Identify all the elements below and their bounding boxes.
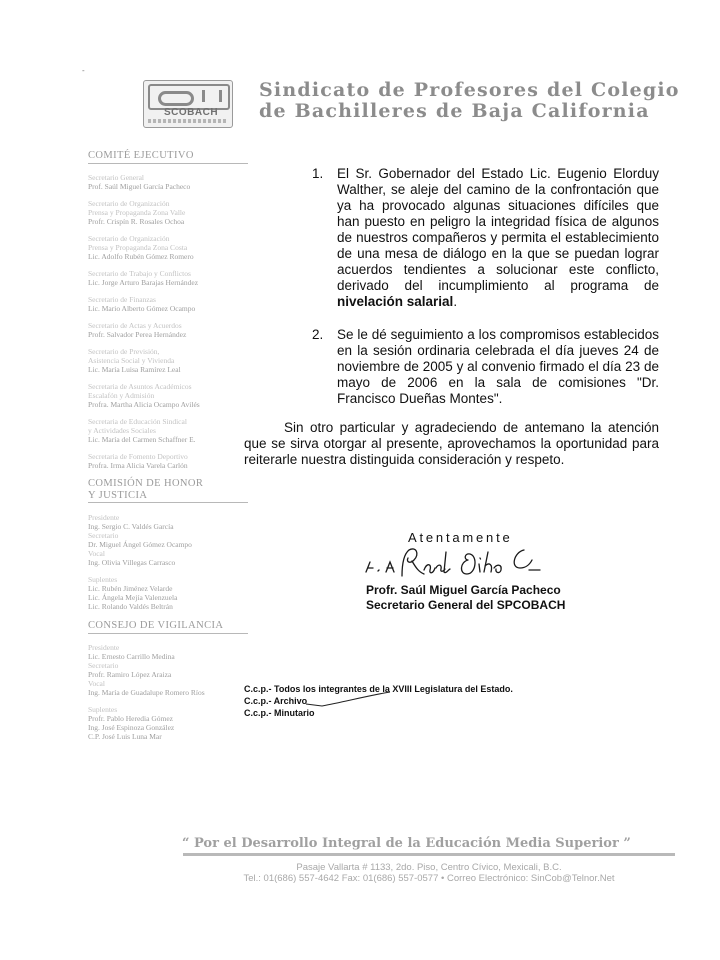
honor-heading-line1: COMISIÓN DE HONOR [88, 478, 204, 489]
entry-role: Secretario de Trabajo y Conflictos [88, 269, 191, 278]
entry-role: Vocal [88, 679, 105, 688]
footer-divider [183, 853, 675, 856]
entry-role: Secretario de Previsión, [88, 347, 160, 356]
entry-role: Presidente [88, 513, 120, 522]
footer-contact: Tel.: 01(686) 557-4642 Fax: 01(686) 557-0577 • Correo Electrónico: SinCob@Telnor.Net [243, 873, 615, 884]
closing-text: Sin otro particular y agradeciendo de antemano la atención que se sirva otorgar al presente, aprovechamos la oportunidad para reiterarle nuestra distinguida consideración y respeto. [244, 420, 659, 467]
entry-role: Secretaria de Educación Sindical [88, 417, 187, 426]
letterhead-title-line1: Sindicato de Profesores del Colegio [259, 79, 680, 101]
entry-name: Profr. Ramiro López Araiza [88, 670, 172, 679]
entry-name: Lic. Rubén Jiménez Velarde [88, 584, 173, 593]
sidebar-entry [88, 234, 248, 261]
footer-address: Pasaje Vallarta # 1133, 2do. Piso, Centro Cívico, Mexicali, B.C. [296, 862, 562, 873]
entry-role: Suplentes [88, 705, 118, 714]
entry-name: Profra. Martha Alicia Ocampo Avilés [88, 400, 200, 409]
entry-name: Profr. Pablo Heredia Gómez [88, 714, 173, 723]
sidebar-entry [88, 382, 248, 409]
list-item-bold-text: nivelación salarial [337, 294, 454, 309]
sidebar-entry [88, 347, 248, 374]
honor-heading-line2: Y JUSTICIA [88, 490, 248, 503]
sidebar-entry [88, 199, 248, 226]
honor-heading [88, 478, 248, 504]
signatory-title: Secretario General del SPCOBACH [366, 598, 566, 612]
sidebar-entry [88, 643, 248, 741]
entry-role: Secretario de Actas y Acuerdos [88, 321, 182, 330]
sidebar-entry [88, 452, 248, 470]
entry-role-2: Escalafón y Admisión [88, 391, 155, 400]
entry-role-2: Prensa y Propaganda Zona Costa [88, 243, 188, 252]
sidebar-entry [88, 295, 248, 313]
entry-role: Presidente [88, 643, 120, 652]
list-item [312, 327, 659, 407]
ccp-line: C.c.p.- Minutario [244, 708, 315, 718]
entry-name: Lic. Jorge Arturo Barajas Hernández [88, 278, 199, 287]
ccp-line: C.c.p.- Archivo [244, 696, 308, 706]
entry-name: Ing. María de Guadalupe Romero Ríos [88, 688, 205, 697]
entry-name: Dr. Miguel Ángel Gómez Ocampo [88, 540, 192, 549]
entry-role: Secretaria de Fomento Deportivo [88, 452, 188, 461]
vigilancia-heading: CONSEJO DE VIGILANCIA [88, 620, 248, 634]
entry-name: Profra. Irma Alicia Varela Carlón [88, 461, 188, 470]
request-list [312, 166, 659, 424]
ccp-line: C.c.p.- Todos los integrantes de la XVIII Legislatura del Estado. [244, 684, 513, 694]
list-item [312, 166, 659, 310]
letterhead-title-line2: de Bachilleres de Baja California [259, 100, 650, 122]
comite-heading: COMITÉ EJECUTIVO [88, 150, 248, 164]
entry-role: Secretario [88, 661, 119, 670]
signatory-block [366, 583, 565, 613]
corner-mark: - [82, 66, 85, 75]
entry-role: Secretario General [88, 173, 145, 182]
entry-name: Lic. María del Carmen Schaffner E. [88, 435, 196, 444]
sidebar-entry [88, 513, 248, 611]
list-item-end: . [453, 294, 458, 309]
entry-name: Lic. Mario Alberto Gómez Ocampo [88, 304, 196, 313]
entry-name: Lic. Adolfo Rubén Gómez Romero [88, 252, 194, 261]
entry-role: Secretario [88, 531, 119, 540]
scobach-logo [143, 80, 233, 128]
list-item-number: 1. [312, 166, 324, 181]
entry-name: Profr. Salvador Perea Hernández [88, 330, 187, 339]
list-item-text: El Sr. Gobernador del Estado Lic. Eugenio Elorduy Walther, se aleje del camino de la confrontación que ya ha provocado algunas situaciones difíciles que han puesto en peligro la integridad física de algunos de nuestros compañeros y permita el establecimiento de una mesa de diálogo en la que se puedan lograr acuerdos tendientes a solucionar este conflicto, derivado del incumplimiento al programa de [337, 166, 659, 293]
sidebar-entry [88, 173, 248, 191]
letterhead-title [259, 80, 680, 122]
sidebar-entry [88, 417, 248, 444]
entry-role: Secretario de Finanzas [88, 295, 156, 304]
atentamente-label: Atentamente [408, 530, 513, 545]
footer-motto: “ Por el Desarrollo Integral de la Educación Media Superior ” [182, 836, 631, 851]
handwritten-signature [364, 538, 564, 586]
sidebar-entry [88, 269, 248, 287]
entry-name: Lic. María Luisa Ramírez Leal [88, 365, 181, 374]
list-item-text: Se le dé seguimiento a los compromisos establecidos en la sesión ordinaria celebrada el día jueves 24 de noviembre de 2005 y al convenio firmado el día 23 de mayo de 2006 en la sala de comisiones "Dr. Francisco Dueñas Montes". [337, 327, 659, 406]
entry-name: Lic. Ernesto Carrillo Medina [88, 652, 175, 661]
entry-name: Ing. Olivia Villegas Carrasco [88, 558, 176, 567]
closing-paragraph [244, 420, 659, 468]
entry-role-2: y Actividades Sociales [88, 426, 156, 435]
logo-text: SCOBACH [164, 107, 219, 118]
footer-address-block [183, 862, 675, 884]
entry-name: Lic. Rolando Valdés Beltrán [88, 602, 173, 611]
entry-role-2: Prensa y Propaganda Zona Valle [88, 208, 186, 217]
list-item-number: 2. [312, 327, 324, 342]
sidebar-entry [88, 321, 248, 339]
entry-role: Secretario de Organización [88, 199, 170, 208]
logo-subtext-stripe [148, 119, 226, 123]
entry-name: Ing. Sergio C. Valdés García [88, 522, 174, 531]
entry-role: Secretaria de Asuntos Académicos [88, 382, 192, 391]
entry-role-2: Asistencia Social y Vivienda [88, 356, 175, 365]
signatory-name: Profr. Saúl Miguel García Pacheco [366, 583, 561, 597]
entry-name: Lic. Ángela Mejía Valenzuela [88, 593, 178, 602]
entry-name: C.P. José Luis Luna Mar [88, 732, 162, 741]
entry-role: Suplentes [88, 575, 118, 584]
entry-name: Ing. José Espinoza González [88, 723, 175, 732]
entry-role: Secretario de Organización [88, 234, 170, 243]
entry-name: Prof. Saúl Miguel García Pacheco [88, 182, 191, 191]
sidebar-directory [88, 150, 248, 741]
entry-name: Profr. Crispín R. Rosales Ochoa [88, 217, 185, 226]
ccp-check-mark [304, 690, 394, 708]
entry-role: Vocal [88, 549, 105, 558]
